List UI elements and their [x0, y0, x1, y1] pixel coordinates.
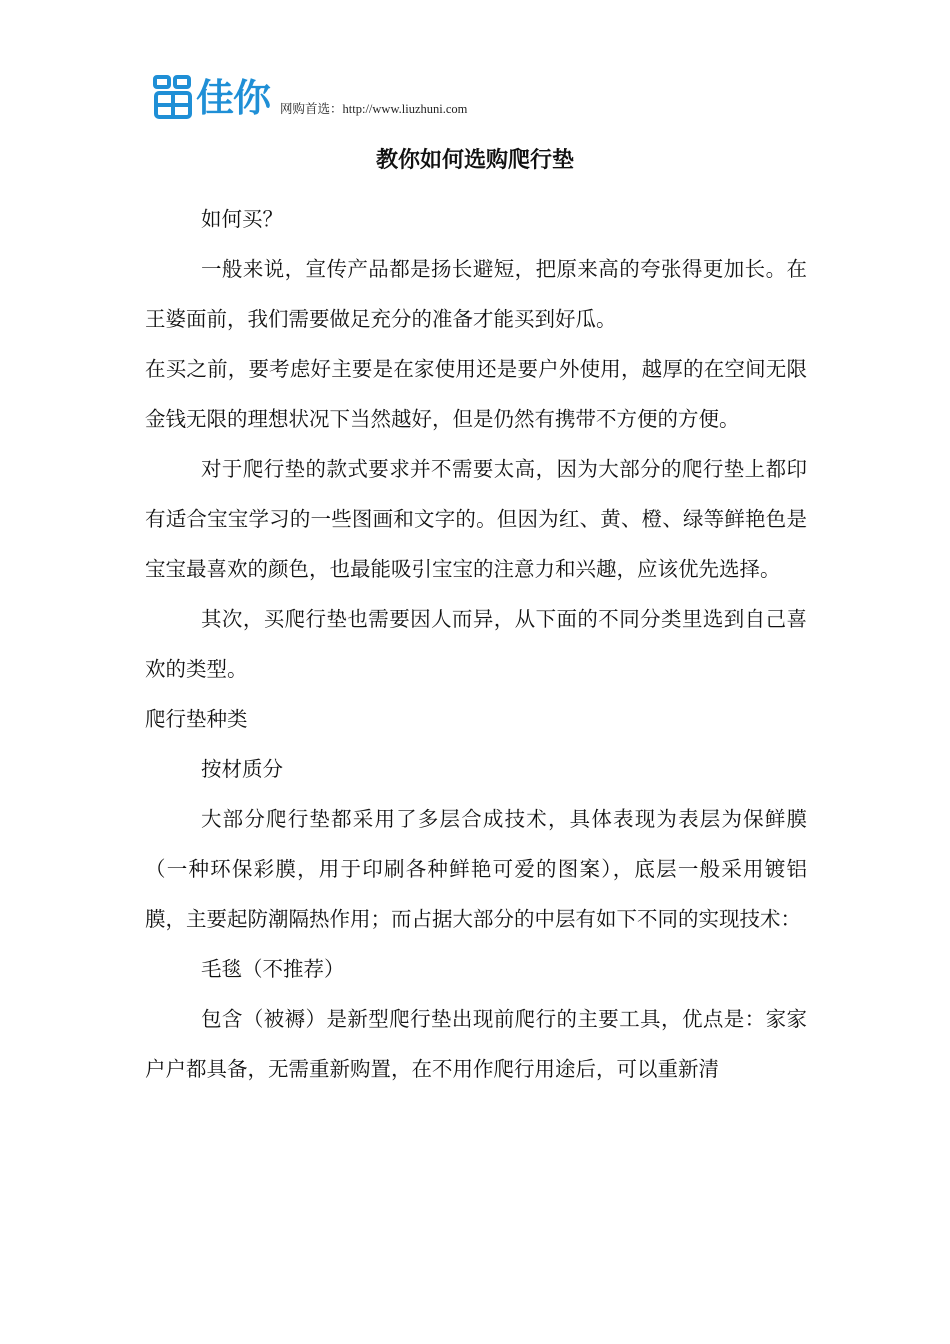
subsection-heading: 按材质分	[201, 757, 283, 781]
paragraph: 如何买？	[201, 207, 283, 231]
header	[152, 66, 467, 120]
paragraph: 对于爬行垫的款式要求并不需要太高，因为大部分的爬行垫上都印有适合宝宝学习的一些图画和文字的。但因为红、黄、橙、绿等鲜艳色是宝宝最喜欢的颜色，也最能吸引宝宝的注意力和兴趣，应该优先选择。	[145, 457, 807, 581]
site-logo[interactable]	[152, 68, 270, 120]
paragraph: 大部分爬行垫都采用了多层合成技术，具体表现为表层为保鲜膜（一种环保彩膜，用于印刷各种鲜艳可爱的图案），底层一般采用镀铝膜，主要起防潮隔热作用；而占据大部分的中层有如下不同的实现技术：	[145, 807, 807, 931]
paragraph: 其次，买爬行垫也需要因人而异，从下面的不同分类里选到自己喜欢的类型。	[145, 607, 807, 681]
paragraph: 一般来说，宣传产品都是扬长避短，把原来高的夸张得更加长。在王婆面前，我们需要做足充分的准备才能买到好瓜。	[145, 257, 807, 331]
paragraph: 在买之前，要考虑好主要是在家使用还是要户外使用，越厚的在空间无限金钱无限的理想状况下当然越好，但是仍然有携带不方便的方便。	[145, 357, 807, 431]
tagline-label: 网购首选：	[280, 102, 343, 116]
site-url-link[interactable]: http://www.liuzhuni.com	[342, 102, 468, 116]
paragraph: 包含（被褥）是新型爬行垫出现前爬行的主要工具，优点是：家家户户都具备，无需重新购置，在不用作爬行用途后，可以重新清	[145, 1007, 807, 1081]
document-body	[145, 194, 807, 1094]
logo-text: 佳你	[196, 76, 271, 120]
section-heading: 爬行垫种类	[145, 707, 248, 731]
site-tagline	[280, 102, 467, 120]
subsection-heading: 毛毯（不推荐）	[201, 957, 345, 981]
document-title: 教你如何选购爬行垫	[375, 148, 574, 173]
liuzhuni-logo-icon	[152, 74, 194, 120]
